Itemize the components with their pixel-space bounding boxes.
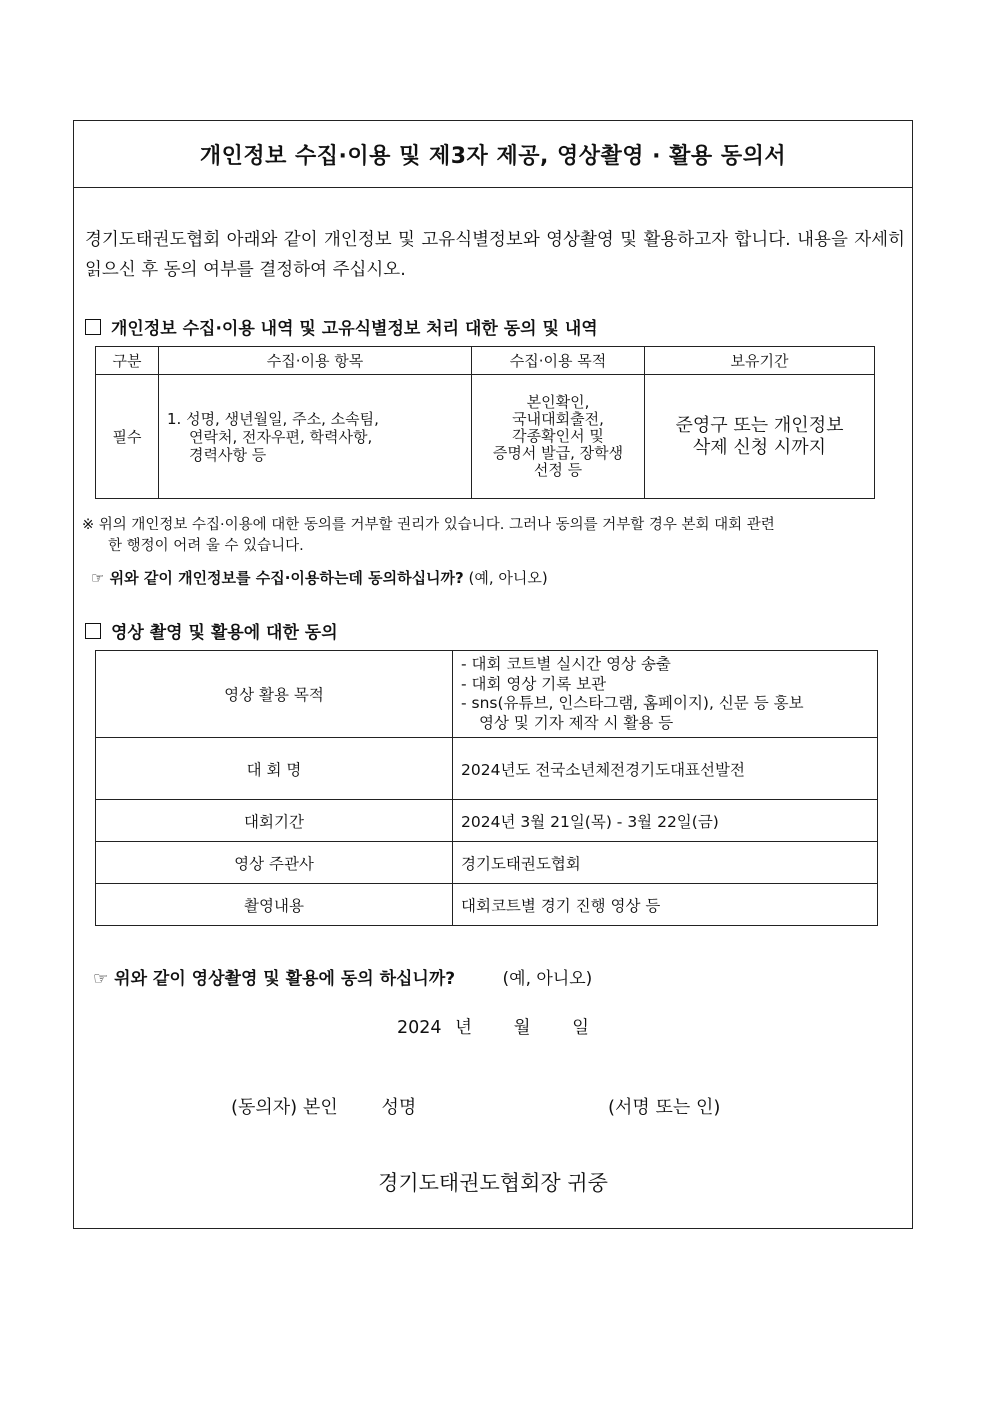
row-label: 영상 활용 목적 <box>96 651 453 738</box>
purpose-line: 각종확인서 및 <box>512 427 604 445</box>
row-label: 대회기간 <box>96 800 453 842</box>
purpose-item: - sns(유튜브, 인스타그램, 홈페이지), 신문 등 홍보 <box>461 694 804 712</box>
question-text: ☞ 위와 같이 영상촬영 및 활용에 동의 하십니까? <box>93 969 456 989</box>
row-label: 대 회 명 <box>96 738 453 800</box>
video-info-table <box>95 650 878 926</box>
usage-purpose-cell <box>453 651 878 738</box>
refusal-note <box>82 515 906 557</box>
header-category: 구분 <box>96 347 159 375</box>
intro-text: 경기도태권도협회 아래와 같이 개인정보 및 고유식별정보와 영상촬영 및 활용하고자 합니다. 내용을 자세히 읽으신 후 동의 여부를 결정하여 주십시오. <box>85 230 905 280</box>
year-label: 년 <box>455 1018 473 1038</box>
question-text: ☞ 위와 같이 개인정보를 수집·이용하는데 동의하십니까? <box>91 569 464 587</box>
items-cell <box>159 375 472 499</box>
section2-heading-text: 영상 촬영 및 활용에 대한 동의 <box>111 623 338 643</box>
personal-info-table <box>95 346 875 499</box>
items-line: 1. 성명, 생년월일, 주소, 소속팀, <box>167 409 379 428</box>
addressee: 경기도태권도협회장 귀중 <box>378 1171 608 1195</box>
purpose-item: - 대회 영상 기록 보관 <box>461 674 607 693</box>
section1-heading <box>85 314 598 339</box>
purpose-line: 국내대회출전, <box>512 410 604 428</box>
section2-heading <box>85 618 338 643</box>
consenter-label: (동의자) 본인 <box>231 1097 338 1118</box>
period-cell <box>645 375 875 499</box>
purpose-line: 증명서 발급, 장학생 <box>492 444 624 462</box>
filming-content: 대회코트별 경기 진행 영상 등 <box>453 884 878 926</box>
period-line: 준영구 또는 개인정보 <box>675 414 844 436</box>
note-line: ※ 위의 개인정보 수집·이용에 대한 동의를 거부할 권리가 있습니다. 그러나 동의를 거부할 경우 본회 대회 관련 <box>82 517 775 533</box>
date-line <box>397 1014 589 1039</box>
row-label: 촬영내용 <box>96 884 453 926</box>
name-label[interactable]: 성명 <box>381 1097 417 1118</box>
signature-line <box>231 1093 831 1119</box>
row-label: 영상 주관사 <box>96 842 453 884</box>
header-period: 보유기간 <box>645 347 875 375</box>
items-line: 연락처, 전자우편, 학력사항, <box>189 427 373 446</box>
video-organizer: 경기도태권도협회 <box>453 842 878 884</box>
purpose-cell <box>472 375 645 499</box>
checkbox-icon <box>85 623 101 639</box>
items-line: 경력사항 등 <box>189 445 267 464</box>
consent-form <box>73 120 913 1229</box>
day-label[interactable]: 일 <box>572 1018 589 1038</box>
year-value: 2024 <box>397 1018 442 1038</box>
period-line: 삭제 신청 시까지 <box>692 436 827 458</box>
purpose-item: - 대회 코트별 실시간 영상 송출 <box>461 655 671 673</box>
purpose-line: 본인확인, <box>526 393 590 411</box>
month-label[interactable]: 월 <box>513 1018 531 1038</box>
header-purpose: 수집·이용 목적 <box>472 347 645 375</box>
title-box <box>74 121 912 188</box>
yes-no-option[interactable]: (예, 아니오) <box>502 969 593 989</box>
sign-label[interactable]: (서명 또는 인) <box>607 1097 721 1118</box>
purpose-item: 영상 및 기자 제작 시 활용 등 <box>479 713 674 732</box>
checkbox-icon <box>85 319 101 335</box>
header-items: 수집·이용 항목 <box>159 347 472 375</box>
video-consent-question <box>93 964 592 989</box>
purpose-line: 선정 등 <box>533 461 583 479</box>
note-line: 한 행정이 어려 울 수 있습니다. <box>108 538 304 554</box>
privacy-consent-question <box>91 567 548 588</box>
yes-no-option[interactable]: (예, 아니오) <box>468 569 548 587</box>
form-title: 개인정보 수집·이용 및 제3자 제공, 영상촬영 · 활용 동의서 <box>199 143 787 169</box>
competition-period: 2024년 3월 21일(목) - 3월 22일(금) <box>453 800 878 842</box>
section1-heading-text: 개인정보 수집·이용 내역 및 고유식별정보 처리 대한 동의 및 내역 <box>111 319 598 339</box>
competition-name: 2024년도 전국소년체전경기도대표선발전 <box>453 738 878 800</box>
category-cell: 필수 <box>96 375 159 499</box>
